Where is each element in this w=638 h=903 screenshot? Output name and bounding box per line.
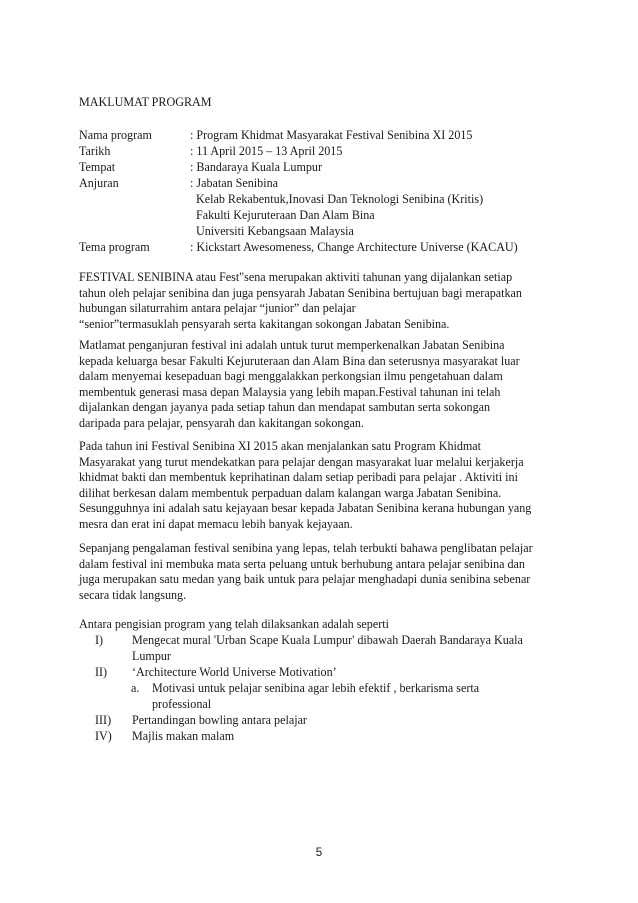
sub-list-item-text: Motivasi untuk pelajar senibina agar lebih efektif , berkarisma serta	[152, 681, 480, 695]
paragraph-line: hubungan silaturrahim antara pelajar “junior” dan pelajar	[79, 301, 356, 316]
info-label-tempat: Tempat	[79, 160, 116, 174]
list-item-number: II)	[95, 665, 108, 679]
paragraph-line: dalam festival ini membuka mata serta peluang untuk berhubung antara pelajar senibina dan	[79, 556, 525, 571]
paragraph-line: “senior”termasuklah pensyarah serta kakitangan sokongan Jabatan Senibina.	[79, 316, 450, 331]
paragraph-line: Sesungguhnya ini adalah satu kejayaan besar kepada Jabatan Senibina kerana hubungan yang	[79, 501, 532, 516]
paragraph-line: kepada keluarga besar Fakulti Kejuruteraan dan Alam Bina dan seterusnya masyarakat luar	[79, 353, 520, 368]
info-label-nama: Nama program	[79, 128, 152, 142]
paragraph-line: dilihat berkesan dalam membentuk perpaduan dalam kalangan warga Jabatan Senibina.	[79, 485, 502, 500]
paragraph-line: daripada para pelajar, pensyarah dan kakitangan sokongan.	[79, 415, 364, 430]
list-item-text-cont: Lumpur	[132, 649, 171, 663]
info-row-anjuran-extra-2	[79, 208, 579, 224]
info-row-tarikh	[79, 144, 579, 160]
list-item-text: Mengecat mural 'Urban Scape Kuala Lumpur' dibawah Daerah Bandaraya Kuala	[132, 633, 523, 647]
paragraph-pengisian	[79, 617, 569, 633]
paragraph-intro	[79, 270, 569, 332]
paragraph-line: dijalankan dengan jayanya pada setiap tahun dan mendapat sambutan serta sokongan	[79, 400, 491, 415]
sub-list-item-letter: a.	[131, 681, 140, 695]
info-row-tema	[79, 240, 579, 256]
paragraph-pengalaman	[79, 541, 569, 603]
paragraph-line: juga merupakan satu medan yang baik untuk para pelajar menghadapi dunia senibina sebenar	[79, 572, 531, 587]
paragraph-line: Masyarakat yang turut mendekatkan para pelajar dengan masyarakat luar melalui kerjakerja	[79, 454, 524, 469]
list-item-number: III)	[95, 713, 112, 727]
paragraph-line: tahun oleh pelajar senibina dan juga pensyarah Jabatan Senibina bertujuan bagi merapatkan	[79, 285, 522, 300]
sub-list-item-text-cont: professional	[152, 697, 212, 711]
info-value-tema: : Kickstart Awesomeness, Change Architecture Universe (KACAU)	[190, 240, 518, 254]
paragraph-line: Sepanjang pengalaman festival senibina yang lepas, telah terbukti bahawa penglibatan pelajar	[79, 541, 533, 555]
info-value-nama: : Program Khidmat Masyarakat Festival Senibina XI 2015	[190, 128, 473, 142]
info-row-anjuran	[79, 176, 579, 192]
info-label-anjuran: Anjuran	[79, 176, 119, 190]
paragraph-line: FESTIVAL SENIBINA atau Fest"sena merupakan aktiviti tahunan yang dijalankan setiap	[79, 270, 513, 284]
paragraph-line: dalam menyemai kesepaduan bagi menggalakkan perkongsian ilmu pengetahuan dalam	[79, 369, 503, 384]
info-value-anjuran-extra: Fakulti Kejuruteraan Dan Alam Bina	[196, 208, 375, 222]
list-item-text: Majlis makan malam	[132, 729, 235, 743]
info-value-anjuran-extra: Kelab Rekabentuk,Inovasi Dan Teknologi Senibina (Kritis)	[196, 192, 484, 206]
list-item-number: IV)	[95, 729, 112, 743]
info-row-tempat	[79, 160, 579, 176]
page-number: 5	[315, 847, 323, 859]
info-row-anjuran-extra-1	[79, 192, 579, 208]
paragraph-tahun-ini	[79, 439, 569, 533]
info-value-tempat: : Bandaraya Kuala Lumpur	[190, 160, 322, 174]
paragraph-matlamat	[79, 338, 569, 432]
list-item-number: I)	[95, 633, 104, 647]
paragraph-line: Antara pengisian program yang telah dilaksankan adalah seperti	[79, 617, 389, 631]
info-value-anjuran-extra: Universiti Kebangsaan Malaysia	[196, 224, 354, 238]
paragraph-line: Pada tahun ini Festival Senibina XI 2015 akan menjalankan satu Program Khidmat	[79, 439, 482, 453]
paragraph-line: mesra dan erat ini dapat memacu lebih banyak kejayaan.	[79, 516, 353, 531]
info-row-anjuran-extra-3	[79, 224, 579, 240]
paragraph-line: membentuk generasi masa depan Malaysia yang lebih mapan.Festival tahunan ini telah	[79, 384, 501, 399]
paragraph-line: Matlamat penganjuran festival ini adalah untuk turut memperkenalkan Jabatan Senibina	[79, 338, 505, 352]
list-item-text: ‘Architecture World Universe Motivation’	[132, 665, 337, 679]
info-row-nama	[79, 128, 579, 144]
paragraph-line: khidmat bakti dan membentuk keprihatinan dalam setiap peribadi para pelajar . Aktiviti ini	[79, 470, 518, 485]
info-label-tarikh: Tarikh	[79, 144, 111, 158]
info-value-anjuran: : Jabatan Senibina	[190, 176, 278, 190]
info-label-tema: Tema program	[79, 240, 150, 254]
list-item-text: Pertandingan bowling antara pelajar	[132, 713, 307, 727]
paragraph-line: secara tidak langsung.	[79, 587, 187, 602]
info-value-tarikh: : 11 April 2015 – 13 April 2015	[190, 144, 343, 158]
section-heading: MAKLUMAT PROGRAM	[79, 95, 212, 109]
